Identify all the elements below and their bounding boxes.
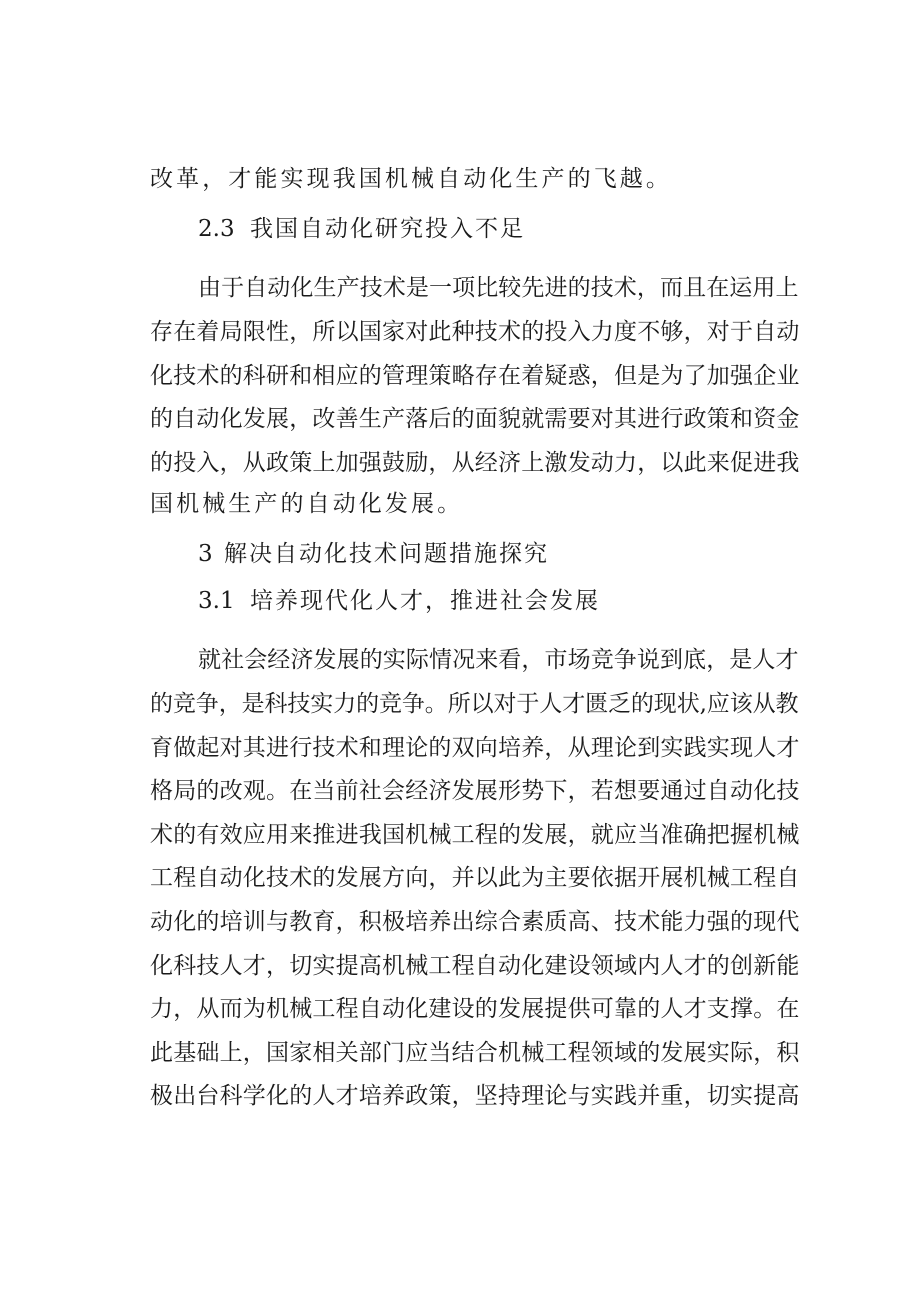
section-heading-3-1: [198, 586, 600, 616]
section-heading-3: 3 解决自动化技术问题措施探究: [198, 541, 549, 567]
paragraph-line: 工程自动化技术的发展方向，并以此为主要依据开展机械工程自: [150, 865, 800, 891]
paragraph-line: 就社会经济发展的实际情况来看，市场竞争说到底，是人才: [198, 647, 799, 673]
section-number: 2.3: [198, 216, 235, 242]
paragraph-line: 育做起对其进行技术和理论的双向培养，从理论到实践实现人才: [150, 735, 800, 761]
section-title: 我国自动化研究投入不足: [250, 216, 525, 242]
paragraph-line: 的竞争，是科技实力的竞争。所以对于人才匮乏的现状,应该从教: [150, 691, 799, 717]
paragraph-line: 格局的改观。在当前社会经济发展形势下，若想要通过自动化技: [150, 778, 800, 804]
paragraph-line: 改革，才能实现我国机械自动化生产的飞越。: [150, 166, 672, 192]
section-heading-2-3: [198, 214, 525, 244]
paragraph-line: 由于自动化生产技术是一项比较先进的技术，而且在运用上: [198, 275, 799, 301]
paragraph-line: 的投入，从政策上加强鼓励，从经济上激发动力，以此来促进我: [150, 450, 800, 476]
paragraph-line: 存在着局限性，所以国家对此种技术的投入力度不够，对于自动: [150, 319, 800, 345]
paragraph-line: 化科技人才，切实提高机械工程自动化建设领域内人才的创新能: [150, 953, 800, 979]
paragraph-line: 国机械生产的自动化发展。: [150, 491, 464, 517]
paragraph-line: 的自动化发展，改善生产落后的面貌就需要对其进行政策和资金: [150, 406, 800, 432]
paragraph-line: 动化的培训与教育，积极培养出综合素质高、技术能力强的现代: [150, 909, 800, 935]
paragraph-line: 术的有效应用来推进我国机械工程的发展，就应当准确把握机械: [150, 822, 800, 848]
paragraph-line: 力，从而为机械工程自动化建设的发展提供可靠的人才支撑。在: [150, 996, 800, 1022]
paragraph-line: 极出台科学化的人才培养政策，坚持理论与实践并重，切实提高: [150, 1083, 800, 1109]
section-title: 培养现代化人才，推进社会发展: [250, 588, 600, 614]
paragraph-line: 化技术的科研和相应的管理策略存在着疑惑，但是为了加强企业: [150, 363, 800, 389]
section-number: 3.1: [198, 588, 235, 614]
paragraph-line: 此基础上，国家相关部门应当结合机械工程领域的发展实际，积: [150, 1040, 800, 1066]
